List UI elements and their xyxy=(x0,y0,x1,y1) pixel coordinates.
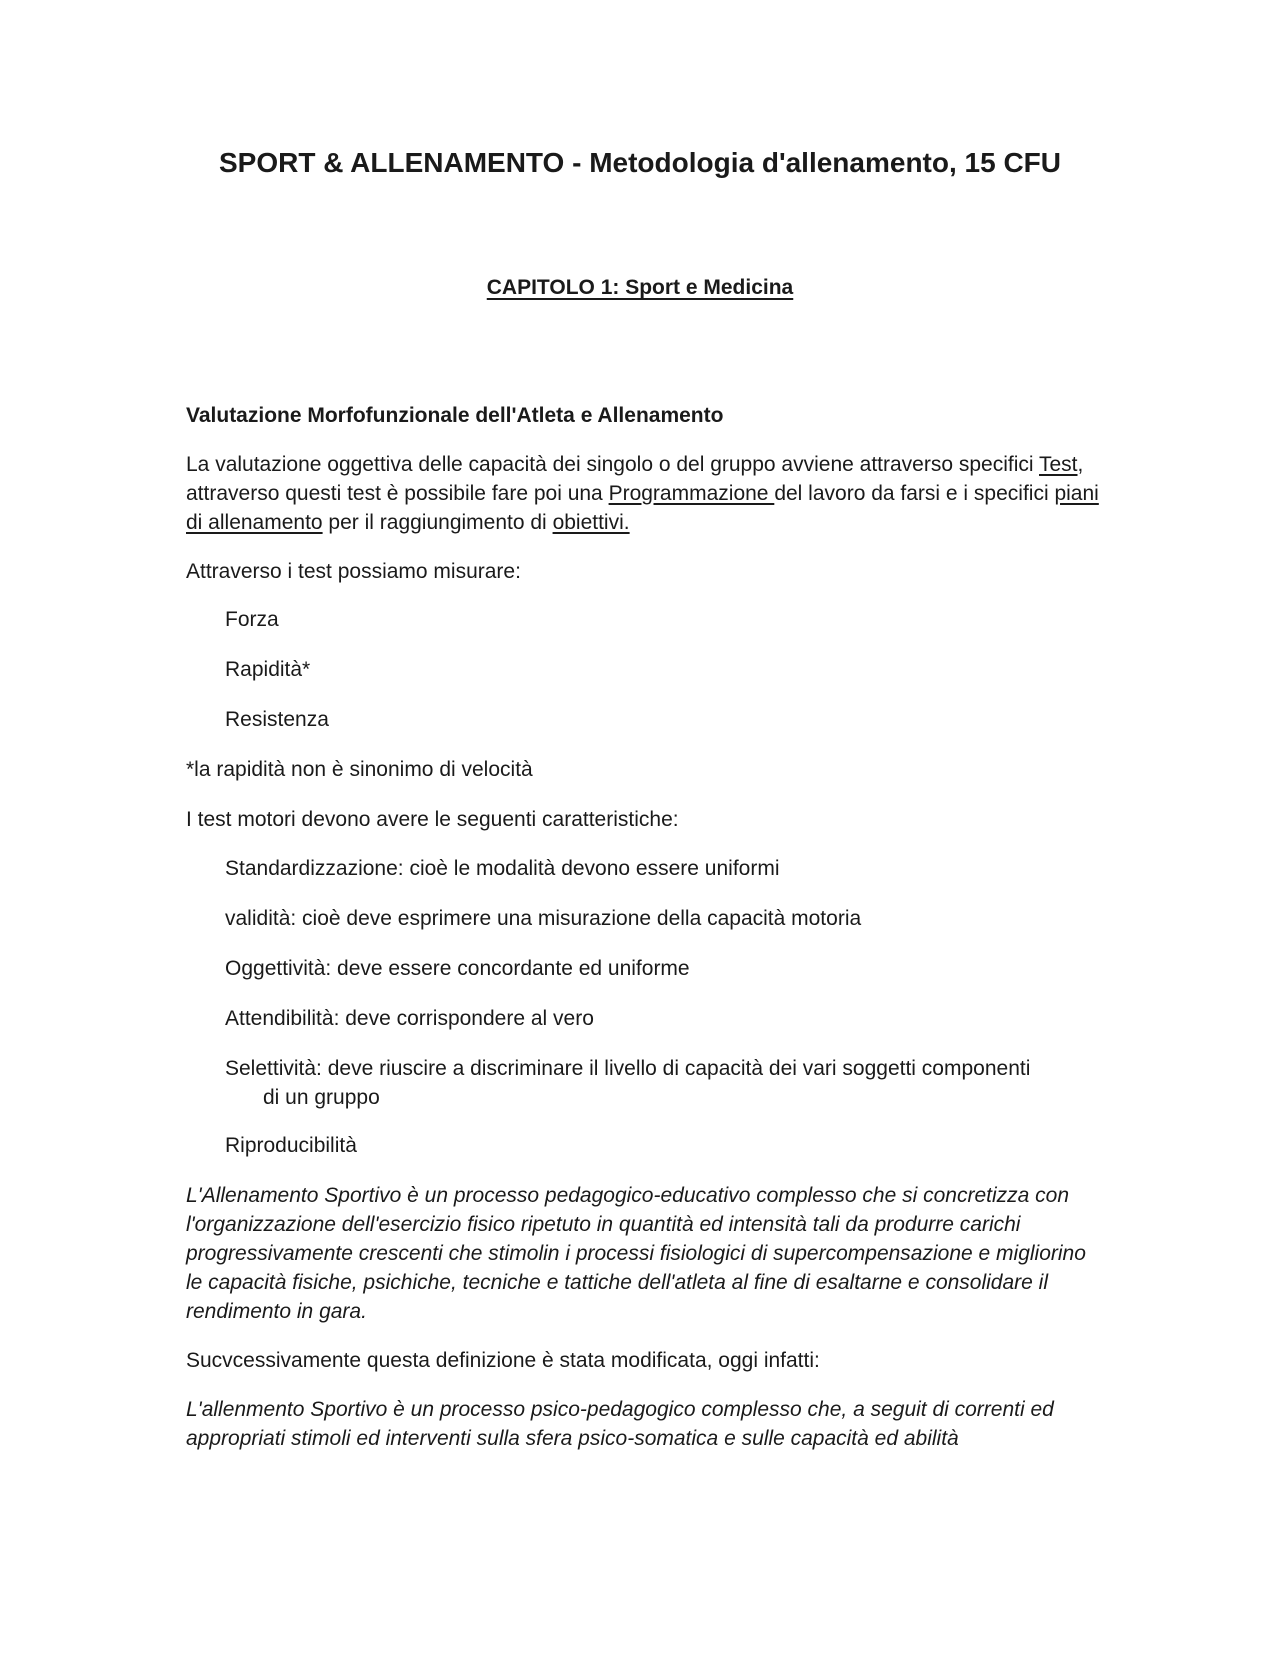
programmazione-link[interactable]: Programmazione xyxy=(608,482,775,505)
intro-paragraph xyxy=(186,450,1106,537)
piani-allenamento-link[interactable]: piani di allenamento xyxy=(186,482,1099,534)
definition-paragraph-1: L'Allenamento Sportivo è un processo pedagogico-educativo complesso che si concretizza con l'organizzazione dell'esercizio fisico ripetuto in quantità ed intensità tali da produrre carichi progressivamente crescenti che stimolin i processi fisiologici di supercompensazione e migliorino le capacità fisiche, psichiche, tecniche e tattiche dell'atleta al fine di esaltarne e consolidare il rendimento in gara. xyxy=(186,1184,1086,1323)
characteristic-standardizzazione: Standardizzazione: cioè le modalità devono essere uniformi xyxy=(225,857,780,880)
definition-paragraph-2: L'allenmento Sportivo è un processo psico-pedagogico complesso che, a seguit di correnti ed appropriati stimoli ed interventi sulla sfera psico-somatica e sulle capacità ed abilità xyxy=(186,1398,1054,1450)
measure-intro: Attraverso i test possiamo misurare: xyxy=(186,560,521,583)
characteristic-selettivita: Selettività: deve riuscire a discriminare il livello di capacità dei vari soggetti componenti di un gruppo xyxy=(225,1057,1031,1109)
test-link[interactable]: Test xyxy=(1039,453,1078,476)
characteristic-attendibilita: Attendibilità: deve corrispondere al vero xyxy=(225,1007,594,1030)
chapter-heading-text: CAPITOLO 1: Sport e Medicina xyxy=(486,276,794,299)
intro-text-2: , attraverso questi test è possibile fare poi una xyxy=(186,453,1084,505)
chapter-heading xyxy=(0,274,1280,302)
measure-item-rapidita: Rapidità* xyxy=(225,658,311,681)
section-heading: Valutazione Morfofunzionale dell'Atleta e Allenamento xyxy=(186,404,724,427)
obiettivi-link[interactable]: obiettivi. xyxy=(552,511,630,534)
characteristic-validita: validità: cioè deve esprimere una misurazione della capacità motoria xyxy=(225,907,862,930)
intro-text-4: per il raggiungimento di xyxy=(322,511,553,534)
transition-paragraph: Sucvcessivamente questa definizione è stata modificata, oggi infatti: xyxy=(186,1349,820,1372)
intro-text-1: La valutazione oggettiva delle capacità dei singolo o del gruppo avviene attraverso specifici xyxy=(186,453,1039,476)
characteristic-riproducibilita: Riproducibilità xyxy=(225,1134,357,1157)
characteristics-intro: I test motori devono avere le seguenti caratteristiche: xyxy=(186,808,679,831)
footnote: *la rapidità non è sinonimo di velocità xyxy=(186,758,533,781)
measure-item-resistenza: Resistenza xyxy=(225,708,329,731)
intro-text-3: del lavoro da farsi e i specifici xyxy=(774,482,1055,505)
characteristic-oggettivita: Oggettività: deve essere concordante ed uniforme xyxy=(225,957,690,980)
measure-item-forza: Forza xyxy=(225,608,279,631)
document-title: SPORT & ALLENAMENTO - Metodologia d'allenamento, 15 CFU xyxy=(218,147,1062,178)
